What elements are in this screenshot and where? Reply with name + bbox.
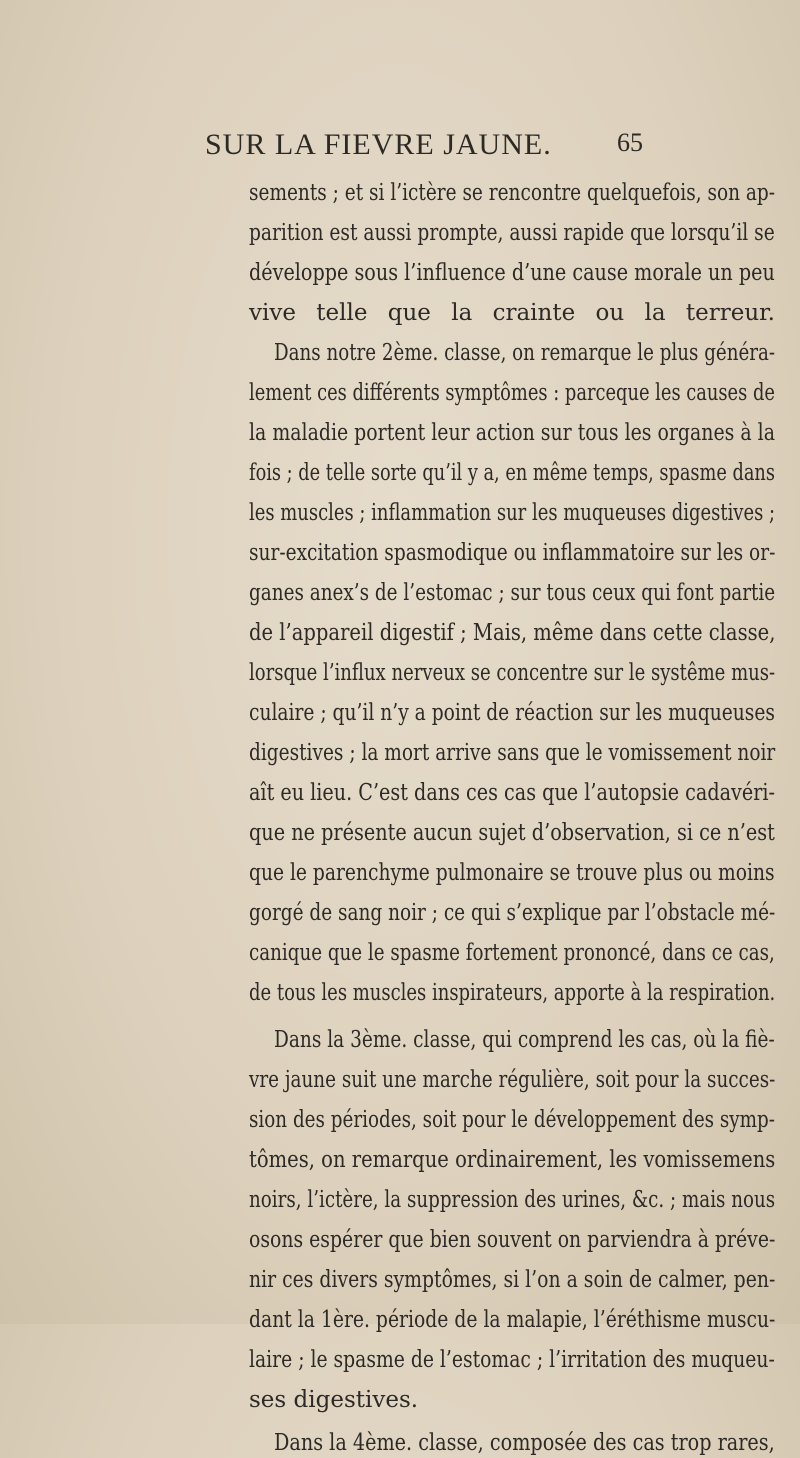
page-number: 65 [617,128,643,157]
text-line: canique que le spasme fortement prononcé, dans ce cas, [249,940,775,966]
text-line: Dans la 3ème. classe, qui comprend les cas, où la fiè- [274,1027,775,1053]
text-line: ganes anex’s de l’estomac ; sur tous ceux qui font partie [249,580,776,606]
text-line: sements ; et si l’ictère se rencontre quelquefois, son ap- [249,180,776,206]
text-line: parition est aussi prompte, aussi rapide que lorsqu’il se [249,220,775,246]
text-line: Dans la 4ème. classe, composée des cas trop rares, [274,1430,775,1456]
text-line: dant la 1ère. période de la malapie, l’éréthisme muscu- [249,1307,776,1333]
text-line: lement ces différents symptômes : parceque les causes de [249,380,775,406]
text-line: développe sous l’influence d’une cause morale un peu [249,260,775,286]
text-line: de tous les muscles inspirateurs, apporte à la respiration. [249,980,776,1006]
text-line: laire ; le spasme de l’estomac ; l’irritation des muqueu- [249,1347,775,1373]
text-line: Dans notre 2ème. classe, on remarque le plus généra- [274,340,776,366]
text-line: tômes, on remarque ordinairement, les vomissemens [249,1147,776,1173]
running-title: SUR LA FIEVRE JAUNE. [205,128,552,161]
text-line: les muscles ; inflammation sur les muqueuses digestives ; [249,500,776,526]
text-line: vre jaune suit une marche régulière, soit pour la succes- [249,1067,776,1093]
text-line: lorsque l’influx nerveux se concentre sur le systême mus- [249,660,776,686]
text-line: fois ; de telle sorte qu’il y a, en même temps, spasme dans [249,460,775,486]
text-line: que ne présente aucun sujet d’observation, si ce n’est [249,820,775,846]
running-head [0,128,800,168]
text-line: vive telle que la crainte ou la terreur. [249,300,775,326]
text-line: noirs, l’ictère, la suppression des urines, &c. ; mais nous [249,1187,776,1213]
text-line: aît eu lieu. C’est dans ces cas que l’autopsie cadavéri- [249,780,775,806]
text-line: que le parenchyme pulmonaire se trouve plus ou moins [249,860,775,886]
text-line: gorgé de sang noir ; ce qui s’explique par l’obstacle mé- [249,900,776,926]
text-line: digestives ; la mort arrive sans que le vomissement noir [249,740,776,766]
text-line: sur-excitation spasmodique ou inflammatoire sur les or- [249,540,776,566]
text-line: sion des périodes, soit pour le développement des symp- [249,1107,775,1133]
text-line: la maladie portent leur action sur tous les organes à la [249,420,775,446]
text-line: nir ces divers symptômes, si l’on a soin de calmer, pen- [249,1267,776,1293]
text-line: culaire ; qu’il n’y a point de réaction sur les muqueuses [249,700,775,726]
text-line: de l’appareil digestif ; Mais, même dans cette classe, [249,620,776,646]
text-line: ses digestives. [249,1387,419,1413]
text-line: osons espérer que bien souvent on parviendra à préve- [249,1227,776,1253]
